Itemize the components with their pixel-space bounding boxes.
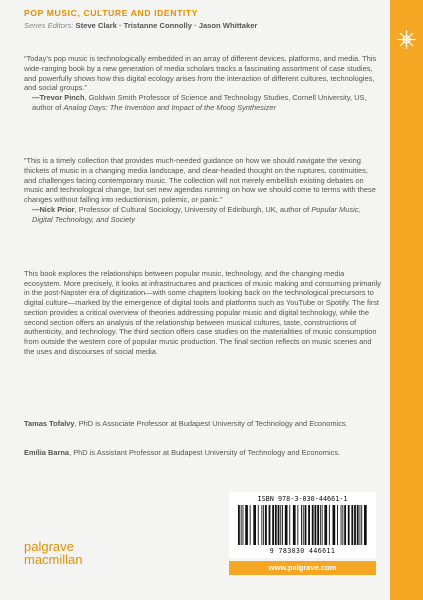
series-editors-label: Series Editors:: [24, 21, 74, 30]
author-name: Tamas Tofalvy: [24, 419, 75, 428]
barcode-bar: [315, 505, 317, 545]
barcode-bar: [360, 505, 361, 545]
barcode-bar: [337, 505, 338, 545]
barcode-bar: [317, 505, 319, 545]
attribution-affiliation: , Professor of Cultural Sociology, University of Edinburgh, UK, author of: [74, 204, 312, 214]
barcode-bar: [253, 505, 256, 545]
barcode-bar: [322, 505, 323, 545]
barcode-bar: [354, 505, 356, 545]
barcode-bar: [285, 505, 288, 545]
barcode-bar: [320, 505, 321, 545]
attribution-book: Analog Days: The Invention and Impact of the Moog Synthesizer: [63, 102, 276, 112]
barcode-bar: [361, 505, 362, 545]
book-description: This book explores the relationships between popular music, technology, and the changing media ecosystem. More precisely, it looks at infrastructures and practices of music making and consuming primarily in the post-Napster era of digitization—with some chapters looking back on the technological precursors to digital culture—marked by the emergence of digital tools and platforms such as YouTube or Spotify. The first section provides a critical overview of theories addressing popular music and digital technology, while the second section offers an analysis of the relationship between musical cultures, taste, constructions of authenticity, and technology. The third section offers case studies on the materialities of music consumption from outside the western core of popular music production. The final section reflects on music scenes and the uses and discourses of social media.: [24, 269, 381, 356]
barcode-bar: [280, 505, 281, 545]
barcode-bar: [312, 505, 314, 545]
barcode-bar: [289, 505, 290, 545]
author-bio-text: , PhD is Associate Professor at Budapest University of Technology and Economics.: [74, 419, 348, 428]
isbn-label: ISBN 978-3-030-44661-1: [257, 495, 348, 503]
publisher-logo: [24, 541, 83, 566]
attribution-name: —Trevor Pinch: [32, 93, 85, 103]
barcode-bar: [305, 505, 307, 545]
barcode-bar: [333, 505, 336, 545]
barcode-bar: [241, 505, 242, 545]
series-title: POP MUSIC, CULTURE AND IDENTITY: [24, 8, 199, 18]
barcode-bar: [341, 505, 342, 545]
barcode-bar: [293, 505, 296, 545]
attribution-name: —Nick Prior: [32, 204, 75, 214]
springer-snowflake-icon: [396, 29, 417, 50]
barcode-bars: [237, 505, 368, 545]
author-name: Emília Barna: [24, 448, 70, 457]
author-bio-text: , PhD is Assistant Professor at Budapest University of Technology and Economics.: [69, 448, 341, 457]
barcode-bar: [245, 505, 248, 545]
author-bio-1: [24, 419, 381, 429]
series-editors-names: Steve Clark · Tristanne Connolly · Jason Whittaker: [75, 21, 258, 30]
author-bio-2: [24, 448, 381, 458]
barcode-bar: [342, 505, 343, 545]
barcode-bar: [297, 505, 298, 545]
publisher-url: www.palgrave.com: [229, 561, 376, 575]
attribution-affiliation: , Goldwin Smith Professor of Science and Technology Studies, Cornell University, US, author of: [32, 93, 367, 112]
barcode-bar: [282, 505, 283, 545]
barcode-bar: [263, 505, 264, 545]
quote-text: “Today’s pop music is technologically embedded in an array of different devices, platforms, and media. This wide-ranging book by a new generation of media scholars tracks a fascinating assortment of case studies, and powerfully shows how this digital ecology arises from the interaction of different cultures, technologies, and social groups.”: [24, 54, 377, 93]
series-editors: [24, 21, 379, 30]
barcode-bar: [278, 505, 280, 545]
quote-text: “This is a timely collection that provides much-needed guidance on how we should navigate the vexing thickets of music in a changing media landscape, and clear-headed thought on the ruptures, continuities, and challenges facing contemporary music. The collection will not merely embellish existing debates on music and technological change, but set new agendas running on how we should come to terms with these changes without falling into reductionism, polemic, or panic.”: [24, 156, 376, 205]
publisher-line-2: macmillan: [24, 551, 83, 567]
orange-spine-strip: [390, 0, 423, 600]
quote-attribution: [32, 93, 381, 113]
barcode-bar: [364, 505, 367, 545]
barcode-bar: [303, 505, 304, 545]
isbn-barcode: [229, 492, 376, 558]
barcode-bar: [261, 505, 262, 545]
barcode-bar: [301, 505, 302, 545]
barcode-bar: [351, 505, 353, 545]
barcode-bar: [272, 505, 274, 545]
endorsement-quote-2: [24, 156, 381, 225]
quote-attribution: [32, 205, 381, 225]
endorsement-quote-1: [24, 54, 381, 113]
attribution-book: Popular Music, Digital Technology, and Society: [32, 204, 361, 224]
barcode-bar: [250, 505, 251, 545]
barcode-bar: [344, 505, 346, 545]
barcode-bar: [348, 505, 350, 545]
publisher-line-1: palgrave: [24, 539, 74, 554]
barcode-bar: [357, 505, 359, 545]
barcode-bar: [258, 505, 259, 545]
barcode-bar: [329, 505, 330, 545]
barcode-bar: [275, 505, 277, 545]
barcode-bar: [238, 505, 240, 545]
barcode-bar: [324, 505, 327, 545]
series-header: [24, 8, 379, 30]
barcode-bar: [269, 505, 271, 545]
barcode-bar: [265, 505, 267, 545]
barcode-bar: [308, 505, 310, 545]
isbn-digits: 9 783030 446611: [269, 547, 336, 555]
barcode-bar: [243, 505, 244, 545]
